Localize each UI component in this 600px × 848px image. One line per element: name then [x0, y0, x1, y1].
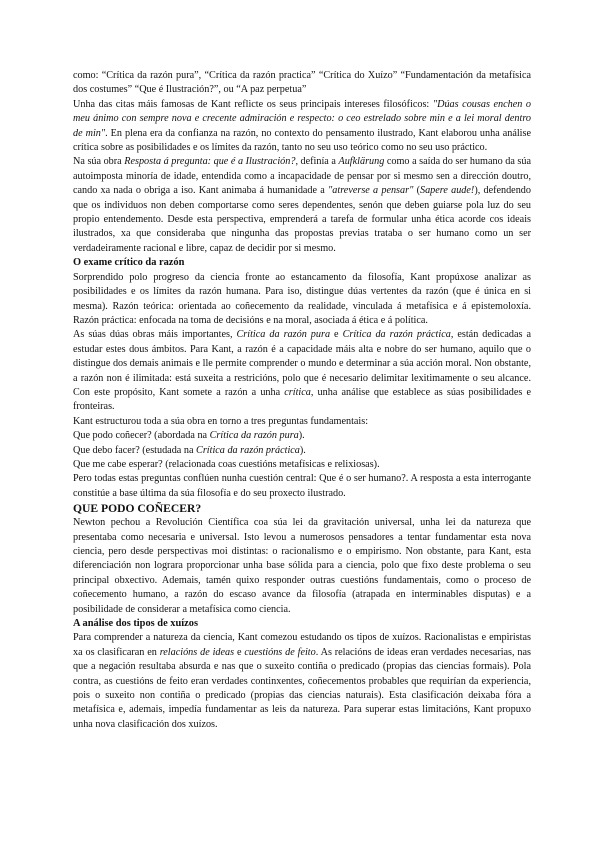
work-title: Crítica da razón pura	[236, 329, 331, 341]
section-heading-critical-exam: O exame crítico da razón	[73, 257, 185, 269]
three-questions-intro: Kant estructurou toda a súa obra en torno a tres preguntas fundamentais:	[73, 415, 369, 427]
famous-quote: "Dúas cousas enchen o meu ánimo con sempre nova e crecente admiración e respecto: o ceo estrelado sobre min e a lei moral dentro de min"	[73, 98, 531, 139]
dare-to-think-quote: "atreverse a pensar"	[328, 185, 414, 197]
work-title: Resposta á pregunta: que é a Ilustración?	[124, 156, 296, 168]
newton-paragraph: Newton pechou a Revolución Científica coa súa lei da gravitación universal, unha lei da natureza que presentaba como necesaria e universal. Isto levou a numerosos pensadores a tentar fundamentar esta nova ciencia, pero desde perspectivas moi distintas: o racionalismo e o empirismo. Non obstante, para Kant, esta diferenciación non lograra proporcionar unha base sólida para a ciencia, polo que fixo deste problema o seu principal obxectivo. Ademais, tamén quixo responder outras cuestións fundamentais, como o proceso de coñecemento humano, a razón do escaso avance da filosofía (atrapada en interminables disputas) e a posibilidade de considerar a metafísica como ciencia.	[73, 517, 531, 615]
aufklarung-term: Aufklärung	[338, 156, 385, 168]
work-title: Crítica da razón pura	[209, 430, 299, 442]
work-title: Crítica da razón práctica	[196, 444, 300, 456]
question-item: Que debo facer? (estudada na Crítica da razón práctica).	[73, 444, 306, 456]
document-page	[73, 69, 531, 732]
critica-term: crítica	[284, 386, 311, 398]
question-item: Que me cabe esperar? (relacionada coas cuestións metafísicas e relixiosas).	[73, 458, 380, 470]
relations-of-ideas-term: relacións de ideas	[159, 646, 235, 658]
works-list-paragraph: como: “Crítica da razón pura”, “Crítica da razón practica” “Crítica do Xuízo” “Fundamentación da metafísica dos costumes” “Que é Ilustración?”, ou “A paz perpetua”	[73, 70, 531, 96]
section-heading-what-can-i-know: QUE PODO COÑECER?	[73, 502, 202, 516]
kant-quote-paragraph: Unha das citas máis famosas de Kant reflicte os seus principais intereses filosóficos: "Dúas cousas enchen o meu ánimo con sempre nova e crecente admiración e respecto: o ceo estrelado sobre min e a lei moral dentro de min". En plena era da confianza na razón, no contexto do pensamento ilustrado, Kant elaborou unha análise crítica sobre as posibilidades e os límites da razón, tanto no seu uso teórico como no seu uso práctico.	[73, 98, 531, 154]
question-item: Que podo coñecer? (abordada na Crítica da razón pura).	[73, 430, 305, 442]
critiques-paragraph: As súas dúas obras máis importantes, Crítica da razón pura e Crítica da razón práctica, están dedicadas a estudar estes dous ámbitos. Para Kant, a razón é a capacidade máis alta e nobre do ser humano, aquilo que o distingue dos demais animais e lle permite comprender o mundo e determinar a súa acción moral. Non obstante, a razón non é ilimitada: está suxeita a restricións, polo que é necesario delimitar lexitimamente o seu alcance. Con este propósito, Kant somete a razón a unha crítica, unha análise que establece as súas posibilidades e fronteiras.	[73, 329, 531, 413]
matters-of-fact-term: cuestións de feito	[244, 646, 316, 658]
sapere-aude: Sapere aude!	[419, 185, 475, 197]
work-title: Crítica da razón práctica	[342, 329, 451, 341]
central-question-paragraph: Pero todas estas preguntas conflúen nunha cuestión central: Que é o ser humano?. A resposta a esta interrogante constitúe a base última da súa filosofía e do seu proxecto ilustrado.	[73, 473, 531, 499]
judgments-paragraph: Para comprender a natureza da ciencia, Kant comezou estudando os tipos de xuízos. Racionalistas e empiristas xa os clasificaran en relacións de ideas e cuestións de feito. As relacións de ideas eran verdades necesarias, nas que a negación resultaba absurda e nas que o suxeito contiña o predicado (propias das ciencias formais). Pola contra, as cuestións de feito eran verdades continxentes, coñecementos probables que requirían da experiencia, pois o suxeito non contiña o predicado (propias das ciencias naturais). Esta clasificación deixaba fóra a metafísica e, ademais, impedía fundamentar as leis da natureza. Para superar estas limitacións, Kant propuxo unha nova clasificación dos xuízos.	[73, 632, 532, 730]
enlightenment-paragraph: Na súa obra Resposta á pregunta: que é a Ilustración?, definía a Aufklärung como a saída do ser humano da súa autoimposta minoría de idade, entendida como a incapacidade de pensar por si mesmo sen a dirección doutro, cando xa nada o obriga a iso. Kant animaba á humanidade a "atreverse a pensar" (Sapere aude!), defendendo que os individuos non deben comportarse como seres dependentes, senón que deben guiarse pola luz do seu propio entendemento. Desde esta perspectiva, emprenderá a tarefa de formular unha ética acorde cos ideais ilustrados, xa que consideraba que ningunha das propostas previas trataba o ser humano como un ser verdadeiramente racional e libre, capaz de decidir por si mesmo.	[73, 156, 531, 254]
reason-branches-paragraph: Sorprendido polo progreso da ciencia fronte ao estancamento da filosofía, Kant propúxose analizar as posibilidades e os límites da razón humana. Para iso, distingue dúas vertentes da razón (que é única en si mesma). Razón teórica: orientada ao coñecemento da realidade, vinculada á metafísica e á epistemoloxía. Razón práctica: enfocada na toma de decisións e na moral, asociada á ética e á política.	[73, 271, 531, 326]
section-heading-judgments: A análise dos tipos de xuízos	[73, 618, 199, 630]
